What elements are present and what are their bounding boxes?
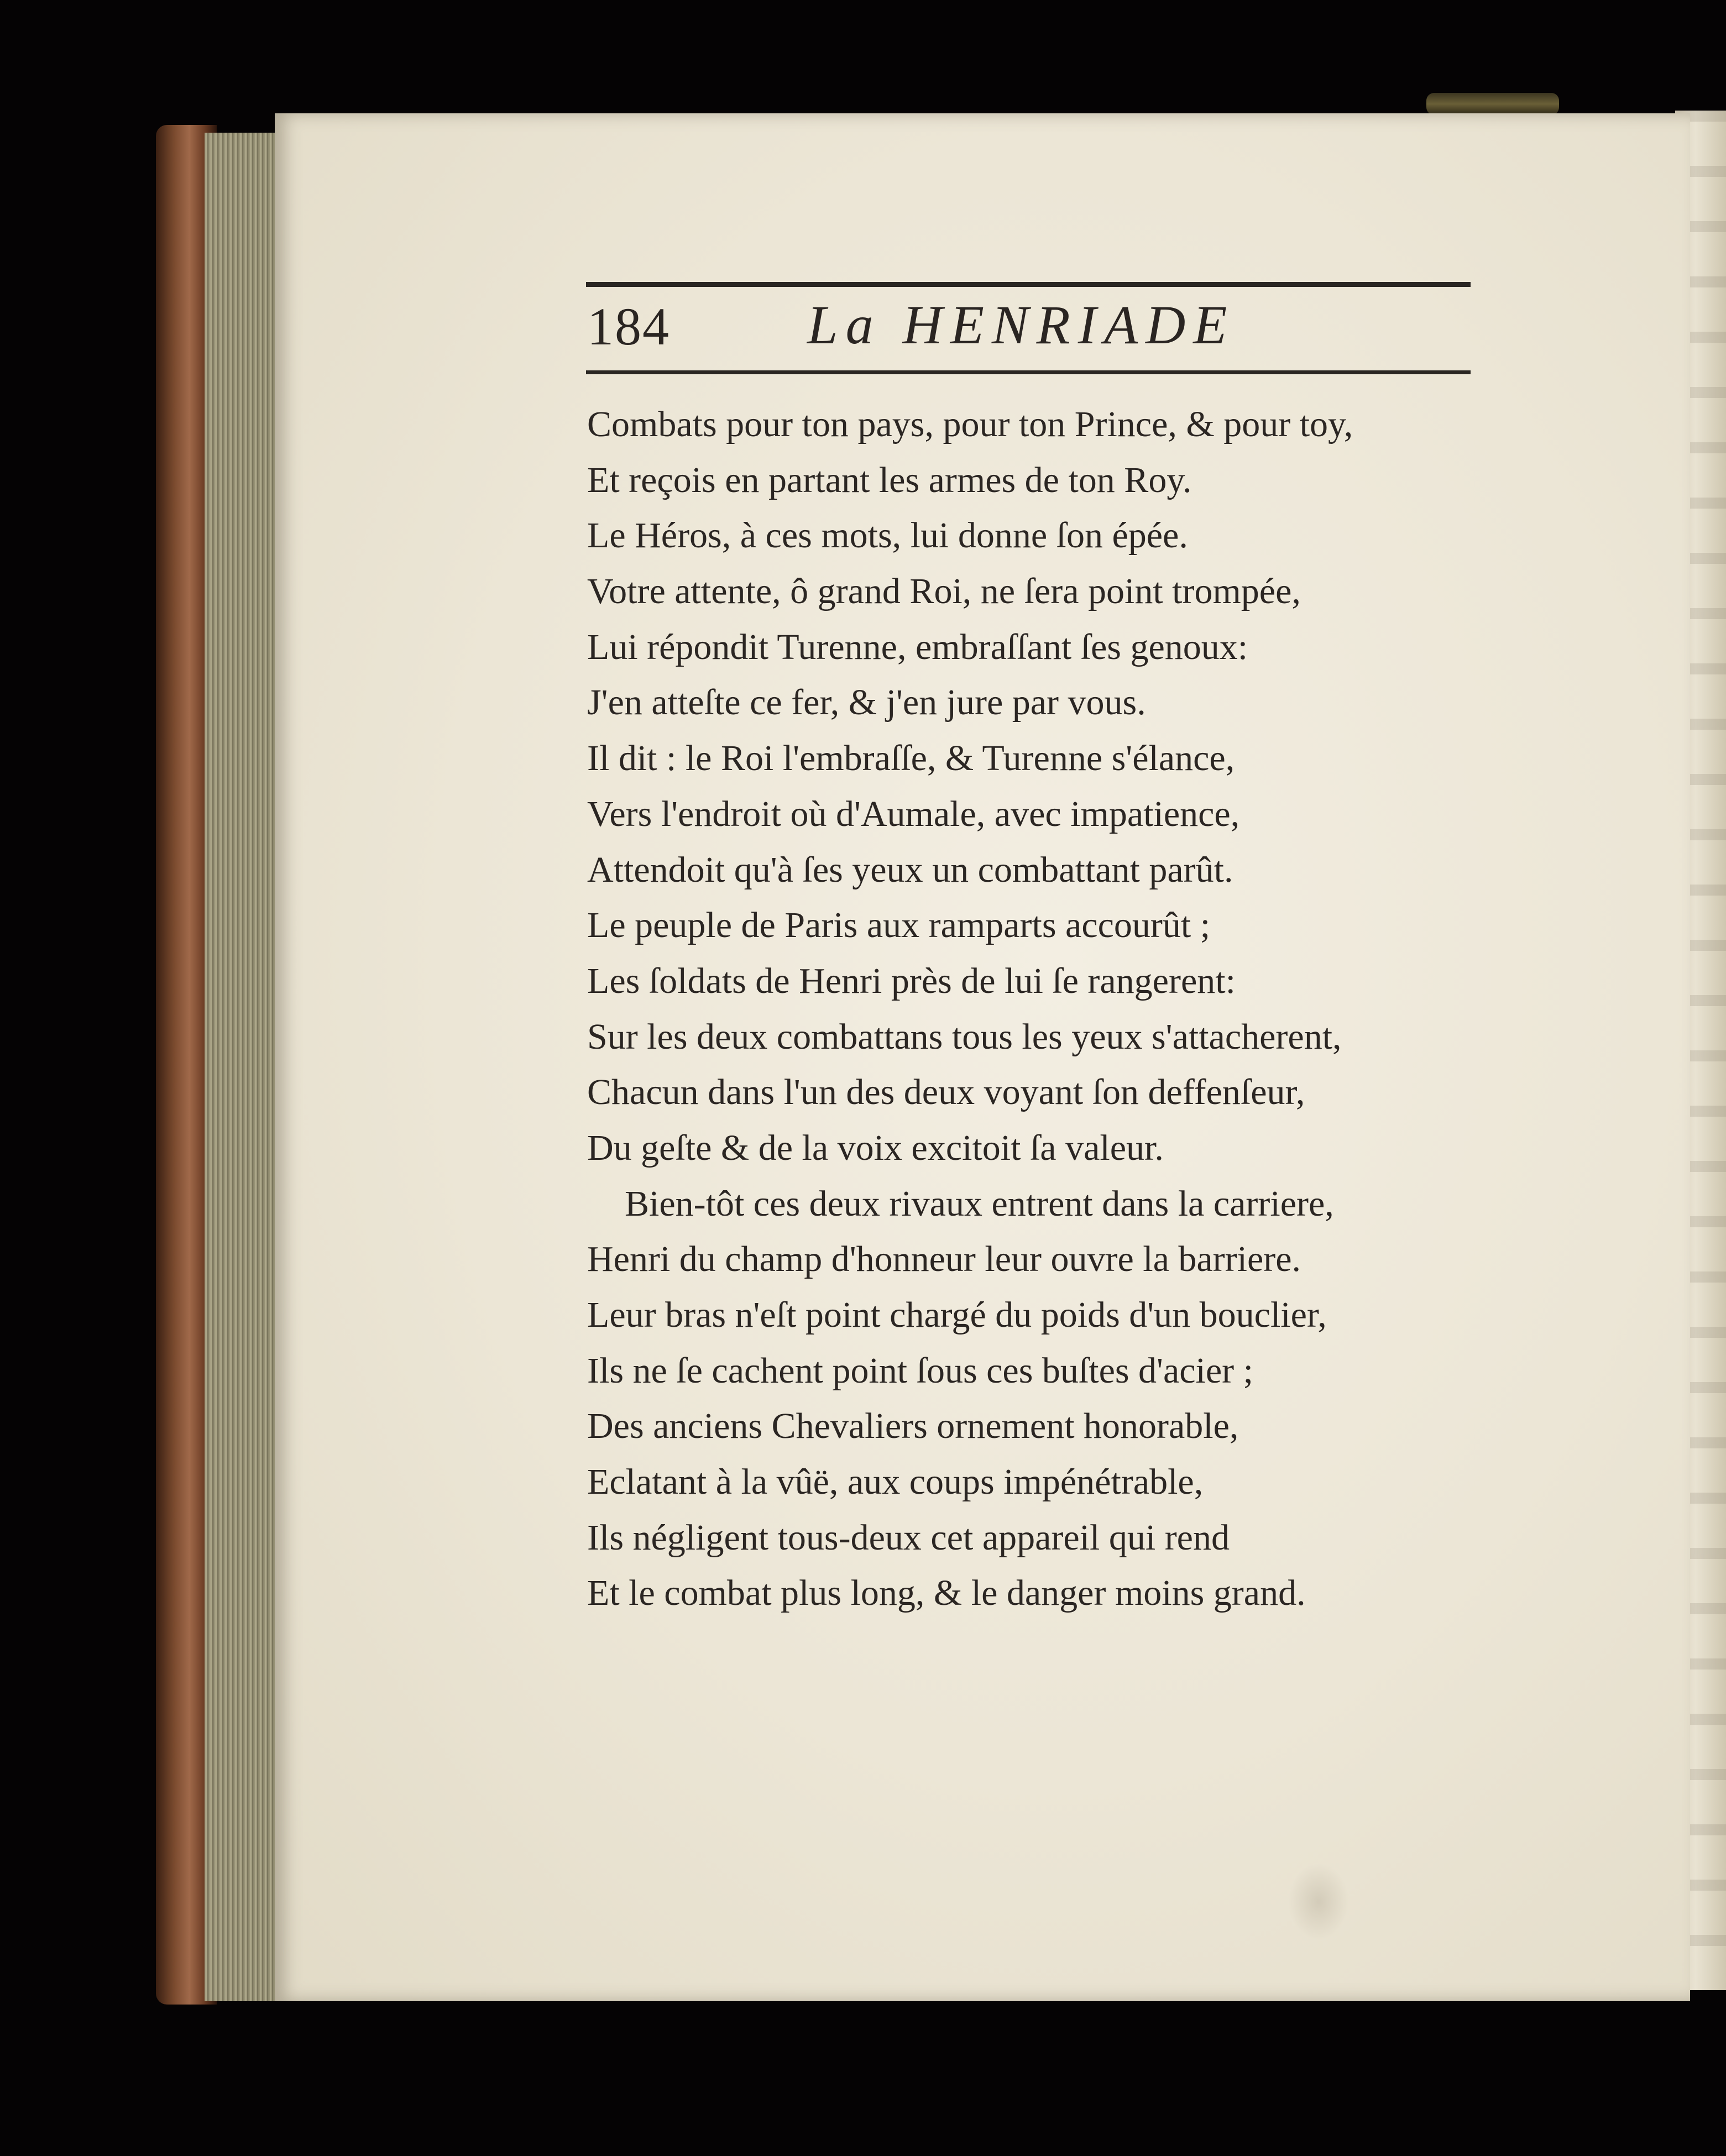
verse-line: Le Héros, à ces mots, lui donne ſon épée. (587, 515, 1188, 556)
book-clasp (1426, 93, 1559, 115)
verse-line: Bien-tôt ces deux rivaux entrent dans la carriere, (625, 1183, 1334, 1224)
verse-line: Leur bras n'eſt point chargé du poids d'un bouclier, (587, 1295, 1327, 1335)
verse-line: Lui répondit Turenne, embraſſant ſes genoux: (587, 626, 1248, 667)
verse-line: Chacun dans l'un des deux voyant ſon deffenſeur, (587, 1072, 1305, 1113)
verse-line: Sur les deux combattans tous les yeux s'attacherent, (587, 1016, 1342, 1057)
verse-line: Il dit : le Roi l'embraſſe, & Turenne s'élance, (587, 738, 1235, 779)
running-title: La HENRIADE (807, 294, 1235, 355)
paper-stain (1288, 1863, 1349, 1940)
header-rule-bottom (586, 370, 1471, 374)
verse-line: Et le combat plus long, & le danger moins grand. (587, 1573, 1306, 1614)
verse-line: Le peuple de Paris aux ramparts accourût ; (587, 905, 1211, 946)
verse-line: Du geſte & de la voix excitoit ſa valeur. (587, 1127, 1164, 1168)
verse-line: Et reçois en partant les armes de ton Roy. (587, 459, 1192, 500)
verse-line: Les ſoldats de Henri près de lui ſe rangerent: (587, 960, 1236, 1001)
verse-line: Des anciens Chevaliers ornement honorable, (587, 1406, 1239, 1447)
verse-line: J'en atteſte ce fer, & j'en jure par vous. (587, 682, 1146, 723)
verse-line: Ils négligent tous-deux cet appareil qui rend (587, 1517, 1230, 1558)
verse-line: Vers l'endroit où d'Aumale, avec impatience, (587, 793, 1240, 834)
header-rule-top (586, 282, 1471, 287)
verse-line: Attendoit qu'à ſes yeux un combattant parût. (587, 849, 1233, 890)
verse-line: Henri du champ d'honneur leur ouvre la barriere. (587, 1239, 1301, 1280)
page-edges (205, 133, 282, 2001)
verse-line: Ils ne ſe cachent point ſous ces buſtes d'acier ; (587, 1350, 1253, 1391)
verse-line: Combats pour ton pays, pour ton Prince, & pour toy, (587, 404, 1353, 444)
verse-line: Votre attente, ô grand Roi, ne ſera point trompée, (587, 571, 1301, 612)
verse-list (587, 397, 1483, 1621)
page-number: 184 (587, 297, 670, 356)
verse-line: Eclatant à la vûë, aux coups impénétrable, (587, 1462, 1204, 1503)
